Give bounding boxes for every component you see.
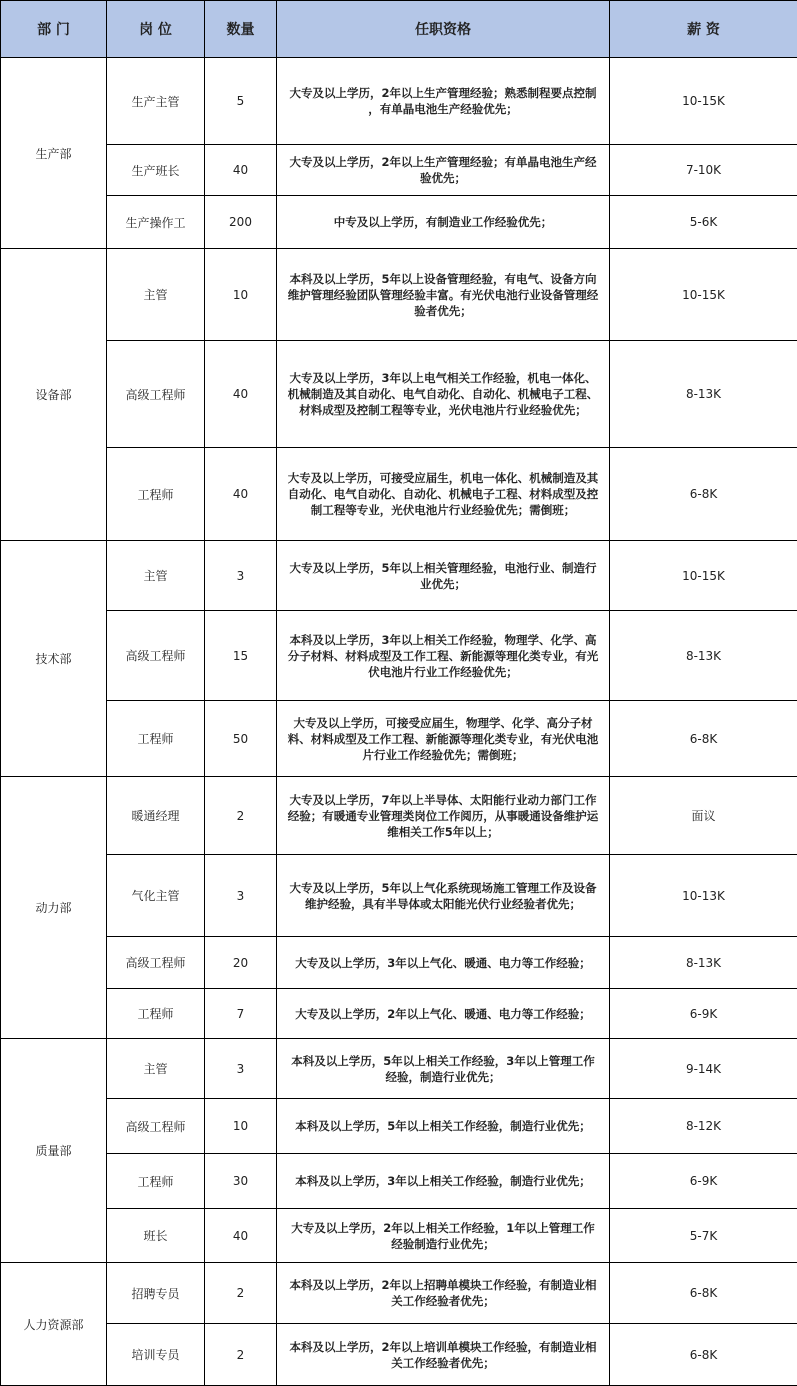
qualification-cell: 本科及以上学历，3年以上相关工作经验，物理学、化学、高分子材料、材料成型及工作工程、新能源等理化类专业，有光伏电池片行业工作经验优先； xyxy=(277,611,610,701)
salary-cell: 9-14K xyxy=(610,1039,797,1099)
count-cell: 2 xyxy=(205,1263,277,1324)
table-row xyxy=(1,541,797,611)
qualification-cell: 大专及以上学历，可接受应届生，机电一体化、机械制造及其自动化、电气自动化、自动化、机械电子工程、材料成型及控制工程等专业，光伏电池片行业经验优先；需倒班； xyxy=(277,448,610,541)
table-row xyxy=(1,701,797,777)
qualification-cell: 大专及以上学历，2年以上生产管理经验；熟悉制程要点控制 ，有单晶电池生产经验优先； xyxy=(277,58,610,145)
header-qualification: 任职资格 xyxy=(277,1,610,58)
position-cell: 工程师 xyxy=(107,1154,205,1209)
count-cell: 3 xyxy=(205,541,277,611)
table-row xyxy=(1,855,797,937)
salary-cell: 6-8K xyxy=(610,701,797,777)
department-cell: 生产部 xyxy=(1,58,107,249)
position-cell: 培训专员 xyxy=(107,1324,205,1386)
salary-cell: 8-13K xyxy=(610,611,797,701)
qualification-cell: 大专及以上学历，可接受应届生，物理学、化学、高分子材料、材料成型及工作工程、新能源等理化类专业，有光伏电池片行业工作经验优先；需倒班； xyxy=(277,701,610,777)
salary-cell: 10-15K xyxy=(610,541,797,611)
salary-cell: 5-6K xyxy=(610,196,797,249)
count-cell: 40 xyxy=(205,341,277,448)
salary-cell: 6-9K xyxy=(610,989,797,1039)
salary-cell: 6-8K xyxy=(610,1324,797,1386)
salary-cell: 8-12K xyxy=(610,1099,797,1154)
qualification-cell: 大专及以上学历，5年以上相关管理经验，电池行业、制造行业优先； xyxy=(277,541,610,611)
position-cell: 高级工程师 xyxy=(107,937,205,989)
position-cell: 工程师 xyxy=(107,448,205,541)
qualification-cell: 中专及以上学历，有制造业工作经验优先； xyxy=(277,196,610,249)
salary-cell: 10-15K xyxy=(610,58,797,145)
department-cell: 人力资源部 xyxy=(1,1263,107,1386)
table-row xyxy=(1,611,797,701)
department-cell: 技术部 xyxy=(1,541,107,777)
salary-cell: 10-13K xyxy=(610,855,797,937)
table-row xyxy=(1,1039,797,1099)
header-salary: 薪 资 xyxy=(610,1,797,58)
salary-cell: 7-10K xyxy=(610,145,797,196)
count-cell: 40 xyxy=(205,145,277,196)
position-cell: 主管 xyxy=(107,541,205,611)
table-row xyxy=(1,249,797,341)
salary-cell: 5-7K xyxy=(610,1209,797,1263)
qualification-cell: 本科及以上学历，2年以上招聘单模块工作经验，有制造业相关工作经验者优先； xyxy=(277,1263,610,1324)
count-cell: 10 xyxy=(205,249,277,341)
position-cell: 气化主管 xyxy=(107,855,205,937)
position-cell: 工程师 xyxy=(107,701,205,777)
table-row xyxy=(1,937,797,989)
table-row xyxy=(1,145,797,196)
count-cell: 3 xyxy=(205,1039,277,1099)
qualification-cell: 本科及以上学历，5年以上相关工作经验，3年以上管理工作经验，制造行业优先； xyxy=(277,1039,610,1099)
table-row xyxy=(1,341,797,448)
qualification-cell: 本科及以上学历，2年以上培训单模块工作经验，有制造业相关工作经验者优先； xyxy=(277,1324,610,1386)
salary-cell: 8-13K xyxy=(610,937,797,989)
qualification-cell: 大专及以上学历，3年以上电气相关工作经验，机电一体化、机械制造及其自动化、电气自动化、自动化、机械电子工程、材料成型及控制工程等专业，光伏电池片行业经验优先； xyxy=(277,341,610,448)
count-cell: 200 xyxy=(205,196,277,249)
department-cell: 动力部 xyxy=(1,777,107,1039)
header-dept: 部 门 xyxy=(1,1,107,58)
count-cell: 40 xyxy=(205,448,277,541)
count-cell: 2 xyxy=(205,1324,277,1386)
qualification-cell: 大专及以上学历，2年以上气化、暖通、电力等工作经验； xyxy=(277,989,610,1039)
position-cell: 工程师 xyxy=(107,989,205,1039)
table-row xyxy=(1,58,797,145)
header-position: 岗 位 xyxy=(107,1,205,58)
position-cell: 招聘专员 xyxy=(107,1263,205,1324)
count-cell: 50 xyxy=(205,701,277,777)
count-cell: 3 xyxy=(205,855,277,937)
position-cell: 高级工程师 xyxy=(107,611,205,701)
position-cell: 主管 xyxy=(107,1039,205,1099)
qualification-cell: 本科及以上学历，5年以上设备管理经验，有电气、设备方向维护管理经验团队管理经验丰富。有光伏电池行业设备管理经验者优先； xyxy=(277,249,610,341)
qualification-cell: 本科及以上学历，3年以上相关工作经验，制造行业优先； xyxy=(277,1154,610,1209)
count-cell: 7 xyxy=(205,989,277,1039)
qualification-cell: 大专及以上学历，2年以上生产管理经验；有单晶电池生产经验优先； xyxy=(277,145,610,196)
table-row xyxy=(1,196,797,249)
count-cell: 10 xyxy=(205,1099,277,1154)
table-body xyxy=(1,58,797,1386)
salary-cell: 10-15K xyxy=(610,249,797,341)
position-cell: 生产班长 xyxy=(107,145,205,196)
count-cell: 15 xyxy=(205,611,277,701)
salary-cell: 6-8K xyxy=(610,448,797,541)
position-cell: 班长 xyxy=(107,1209,205,1263)
count-cell: 20 xyxy=(205,937,277,989)
table-row xyxy=(1,1324,797,1386)
position-cell: 高级工程师 xyxy=(107,1099,205,1154)
table-row xyxy=(1,1099,797,1154)
salary-cell: 6-8K xyxy=(610,1263,797,1324)
qualification-cell: 大专及以上学历，2年以上相关工作经验，1年以上管理工作经验制造行业优先； xyxy=(277,1209,610,1263)
salary-cell: 面议 xyxy=(610,777,797,855)
qualification-cell: 大专及以上学历，3年以上气化、暖通、电力等工作经验； xyxy=(277,937,610,989)
qualification-cell: 大专及以上学历，5年以上气化系统现场施工管理工作及设备维护经验，具有半导体或太阳能光伏行业经验者优先； xyxy=(277,855,610,937)
table-row xyxy=(1,989,797,1039)
position-cell: 暖通经理 xyxy=(107,777,205,855)
department-cell: 设备部 xyxy=(1,249,107,541)
count-cell: 30 xyxy=(205,1154,277,1209)
department-cell: 质量部 xyxy=(1,1039,107,1263)
count-cell: 40 xyxy=(205,1209,277,1263)
table-row xyxy=(1,448,797,541)
table-row xyxy=(1,1154,797,1209)
table-row xyxy=(1,1263,797,1324)
salary-cell: 8-13K xyxy=(610,341,797,448)
position-cell: 生产主管 xyxy=(107,58,205,145)
table-row xyxy=(1,777,797,855)
qualification-cell: 大专及以上学历，7年以上半导体、太阳能行业动力部门工作经验；有暖通专业管理类岗位工作阅历，从事暖通设备维护运维相关工作5年以上； xyxy=(277,777,610,855)
table-row xyxy=(1,1209,797,1263)
position-cell: 生产操作工 xyxy=(107,196,205,249)
position-cell: 主管 xyxy=(107,249,205,341)
header-count: 数量 xyxy=(205,1,277,58)
count-cell: 2 xyxy=(205,777,277,855)
position-cell: 高级工程师 xyxy=(107,341,205,448)
salary-cell: 6-9K xyxy=(610,1154,797,1209)
count-cell: 5 xyxy=(205,58,277,145)
qualification-cell: 本科及以上学历，5年以上相关工作经验，制造行业优先； xyxy=(277,1099,610,1154)
header-row xyxy=(1,1,797,58)
